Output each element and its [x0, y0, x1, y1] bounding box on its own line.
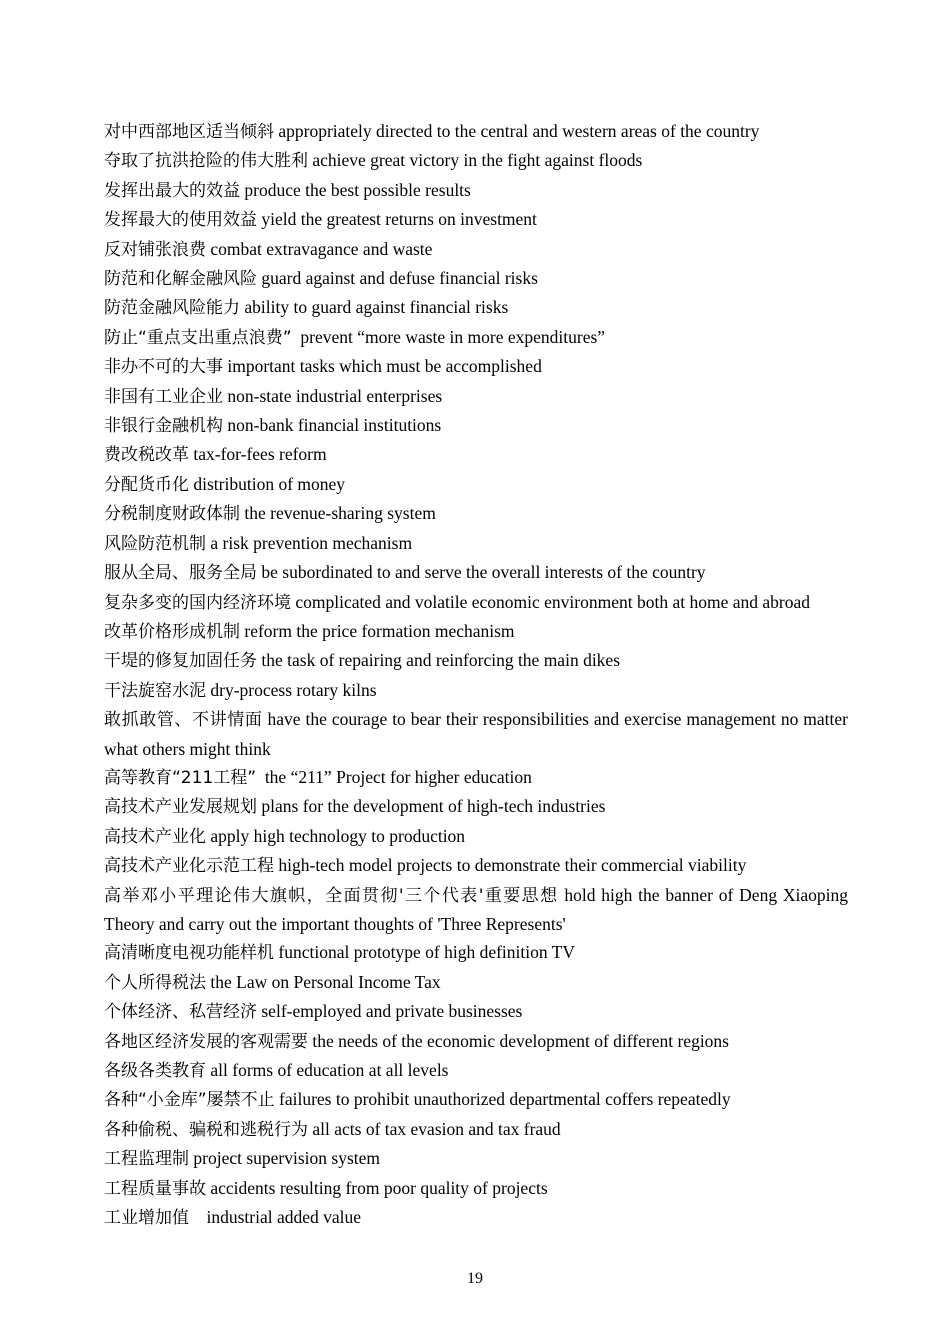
english-translation: non-state industrial enterprises: [227, 385, 443, 406]
chinese-term: 工程监理制: [104, 1149, 189, 1170]
glossary-entry: [104, 470, 848, 499]
chinese-term: 服从全局、服务全局: [104, 563, 257, 584]
chinese-term: 各种偷税、骗税和逃税行为: [104, 1119, 308, 1140]
glossary-entry: [104, 676, 848, 705]
english-translation: achieve great victory in the fight against floods: [312, 150, 643, 171]
chinese-term: 高技术产业发展规划: [104, 797, 257, 818]
english-translation: dry-process rotary kilns: [210, 679, 377, 700]
chinese-term: 费改税改革: [104, 445, 189, 466]
english-translation: the revenue-sharing system: [244, 503, 436, 524]
page-number: 19: [467, 1270, 483, 1287]
glossary-list: [104, 117, 853, 1232]
english-translation: project supervision system: [193, 1148, 381, 1169]
glossary-entry: [104, 1144, 848, 1173]
glossary-entry: [104, 646, 848, 675]
chinese-term: 高等教育“211工程”: [104, 767, 257, 788]
glossary-entry: [104, 205, 848, 234]
chinese-term: 分税制度财政体制: [104, 504, 240, 525]
english-translation: self-employed and private businesses: [261, 1001, 523, 1022]
english-translation: appropriately directed to the central and western areas of the country: [278, 121, 760, 141]
english-translation: be subordinated to and serve the overall interests of the country: [261, 562, 706, 583]
glossary-entry: [104, 588, 848, 617]
english-translation: the “211” Project for higher education: [260, 766, 532, 787]
glossary-entry: [104, 1115, 848, 1144]
chinese-term: 风险防范机制: [104, 533, 206, 554]
glossary-entry: [104, 499, 848, 528]
english-translation: guard against and defuse financial risks: [261, 268, 538, 289]
glossary-entry: [104, 558, 848, 587]
english-translation: the task of repairing and reinforcing the main dikes: [261, 650, 621, 671]
glossary-entry: [104, 968, 848, 997]
english-translation: ability to guard against financial risks: [244, 297, 509, 318]
english-translation: all acts of tax evasion and tax fraud: [312, 1118, 561, 1139]
english-translation: tax-for-fees reform: [193, 444, 327, 465]
chinese-term: 干法旋窑水泥: [104, 680, 206, 701]
english-translation: functional prototype of high definition TV: [278, 942, 576, 963]
chinese-term: 个体经济、私营经济: [104, 1002, 257, 1023]
chinese-term: 敢抓敢管、不讲情面: [104, 710, 263, 731]
chinese-term: 各种“小金库”屡禁不止: [104, 1090, 275, 1111]
glossary-entry: [104, 411, 848, 440]
chinese-term: 夺取了抗洪抢险的伟大胜利: [104, 151, 308, 172]
chinese-term: 工业增加值: [104, 1208, 189, 1229]
chinese-term: 高技术产业化示范工程: [104, 856, 274, 877]
glossary-entry: [104, 763, 848, 792]
glossary-entry: [104, 705, 853, 763]
chinese-term: 工程质量事故: [104, 1178, 206, 1199]
glossary-entry: [104, 382, 848, 411]
chinese-term: 发挥最大的使用效益: [104, 210, 257, 231]
english-translation: high-tech model projects to demonstrate their commercial viability: [278, 855, 747, 876]
glossary-entry: [104, 264, 848, 293]
chinese-term: 高清晰度电视功能样机: [104, 943, 274, 964]
glossary-entry: [104, 176, 848, 205]
chinese-term: 非办不可的大事: [104, 357, 223, 378]
glossary-entry: [104, 792, 848, 821]
chinese-term: 改革价格形成机制: [104, 621, 240, 642]
chinese-term: 各地区经济发展的客观需要: [104, 1031, 308, 1052]
chinese-term: 高举邓小平理论伟大旗帜，全面贯彻'三个代表'重要思想: [104, 885, 559, 906]
chinese-term: 反对铺张浪费: [104, 239, 206, 260]
chinese-term: 非国有工业企业: [104, 386, 223, 407]
english-translation: non-bank financial institutions: [227, 415, 442, 436]
glossary-entry: [104, 1174, 848, 1203]
chinese-term: 个人所得税法: [104, 972, 206, 993]
english-translation: the Law on Personal Income Tax: [210, 971, 441, 992]
glossary-entry: [104, 293, 848, 322]
english-translation: the needs of the economic development of different regions: [312, 1030, 729, 1051]
chinese-term: 防范和化解金融风险: [104, 269, 257, 290]
chinese-term: 防止“重点支出重点浪费”: [104, 327, 292, 348]
english-translation: reform the price formation mechanism: [244, 620, 515, 641]
chinese-term: 发挥出最大的效益: [104, 180, 240, 201]
english-translation: failures to prohibit unauthorized departmental coffers repeatedly: [279, 1089, 731, 1110]
glossary-entry: [104, 851, 848, 880]
glossary-entry: [104, 117, 848, 146]
chinese-term: 非银行金融机构: [104, 416, 223, 437]
english-translation: distribution of money: [193, 473, 346, 494]
chinese-term: 防范金融风险能力: [104, 298, 240, 319]
chinese-term: 各级各类教育: [104, 1061, 206, 1081]
chinese-term: 复杂多变的国内经济环境: [104, 592, 291, 613]
glossary-entry: [104, 1027, 848, 1056]
glossary-entry: [104, 1085, 848, 1114]
glossary-entry: [104, 1056, 848, 1085]
english-translation: hold high the banner of Deng Xiaoping Theory and carry out the important thoughts of 'Three Represents': [104, 884, 853, 934]
glossary-entry: [104, 617, 848, 646]
glossary-entry: [104, 440, 848, 469]
glossary-entry: [104, 235, 848, 264]
glossary-entry: [104, 323, 848, 352]
chinese-term: 分配货币化: [104, 474, 189, 495]
english-translation: produce the best possible results: [244, 179, 471, 200]
english-translation: a risk prevention mechanism: [210, 532, 413, 553]
english-translation: apply high technology to production: [210, 825, 466, 846]
chinese-term: 高技术产业化: [104, 826, 206, 847]
glossary-entry: [104, 352, 848, 381]
glossary-entry: [104, 997, 848, 1026]
english-translation: complicated and volatile economic environment both at home and abroad: [295, 591, 810, 612]
english-translation: industrial added value: [193, 1207, 362, 1228]
english-translation: accidents resulting from poor quality of projects: [210, 1177, 548, 1198]
english-translation: prevent “more waste in more expenditures”: [296, 326, 606, 347]
chinese-term: 干堤的修复加固任务: [104, 651, 257, 672]
english-translation: combat extravagance and waste: [210, 238, 433, 259]
english-translation: all forms of education at all levels: [210, 1060, 449, 1080]
english-translation: yield the greatest returns on investment: [261, 209, 537, 230]
english-translation: have the courage to bear their responsibilities and exercise management no matter what others might think: [104, 709, 853, 759]
glossary-entry: [104, 146, 848, 175]
glossary-entry: [104, 881, 853, 939]
glossary-entry: [104, 1203, 848, 1232]
glossary-entry: [104, 529, 848, 558]
english-translation: plans for the development of high-tech industries: [261, 796, 606, 817]
glossary-entry: [104, 938, 848, 967]
glossary-entry: [104, 822, 848, 851]
english-translation: important tasks which must be accomplished: [227, 356, 542, 377]
chinese-term: 对中西部地区适当倾斜: [104, 122, 274, 142]
